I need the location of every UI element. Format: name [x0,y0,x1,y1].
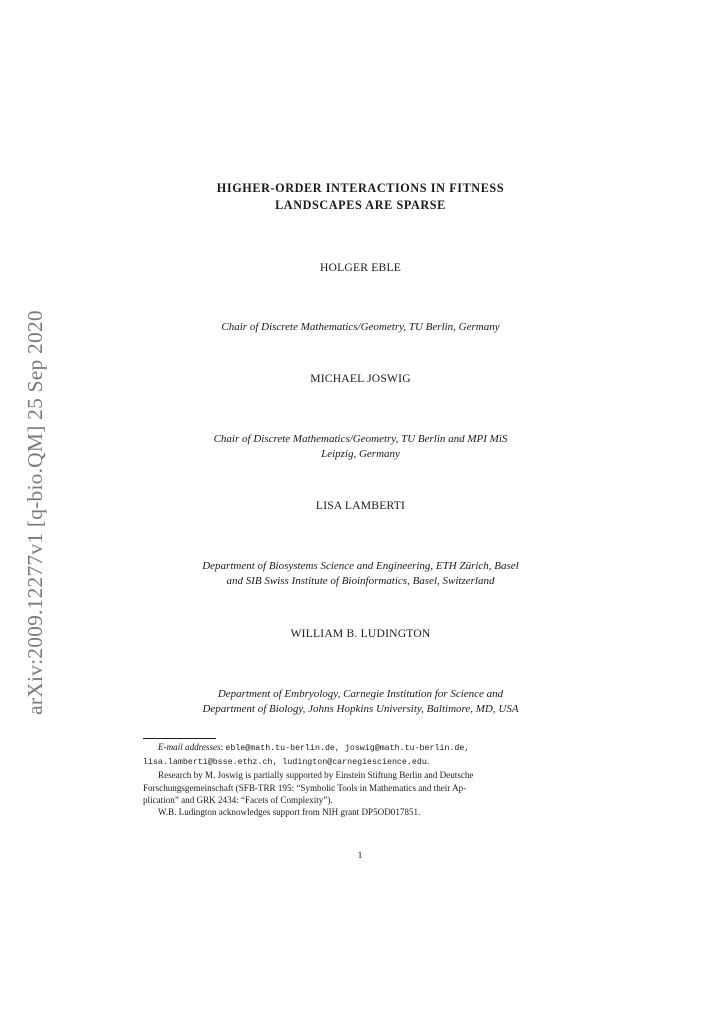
author-affiliation-2 [140,432,581,462]
affiliation-line: Department of Biosystems Science and Engineering, ETH Zürich, Basel [202,560,519,572]
author-affiliation-1 [140,320,581,335]
arxiv-identifier: arXiv:2009.12277v1 [q-bio.QM] 25 Sep 2020 [22,309,47,715]
email-footnote-line-1 [143,741,583,755]
email-label: E-mail addresses [158,742,221,752]
affiliation-line: Chair of Discrete Mathematics/Geometry, TU Berlin and MPI MiS [213,433,508,445]
email-addresses-1: eble@math.tu-berlin.de, joswig@math.tu-berlin.de, [225,744,470,753]
affiliation-line: and SIB Swiss Institute of Bioinformatics, Basel, Switzerland [226,575,495,587]
research-footnote-line-1: Research by M. Joswig is partially supported by Einstein Stiftung Berlin and Deutsche [158,770,474,781]
email-end: . [426,756,430,767]
paper-title [140,180,581,214]
email-footnote-line-2 [143,755,583,769]
email-addresses-2: lisa.lamberti@bsse.ethz.ch, ludington@carnegiescience.edu [143,758,427,768]
author-name-1: HOLGER EBLE [319,261,402,274]
footnote-rule [143,738,216,739]
research-footnote-line-2: Forschungsgemeinschaft (SFB-TRR 195: “Symbolic Tools in Mathematics and their Ap- [143,782,467,793]
author-affiliation-3 [140,559,581,589]
author-name-4: WILLIAM B. LUDINGTON [290,627,431,640]
affiliation-line: Chair of Discrete Mathematics/Geometry, TU Berlin, Germany [221,321,500,333]
author-name-2: MICHAEL JOSWIG [310,372,411,385]
support-footnote-line: W.B. Ludington acknowledges support from NIH grant DP5OD017851. [158,807,421,818]
email-separator: : [220,742,226,752]
author-name-3: LISA LAMBERTI [315,499,406,512]
affiliation-line: Department of Embryology, Carnegie Institution for Science and [217,688,504,700]
arxiv-side-stamp [20,296,50,728]
page-number: 1 [357,851,363,861]
affiliation-line: Leipzig, Germany [321,448,400,460]
affiliation-line: Department of Biology, Johns Hopkins University, Baltimore, MD, USA [202,703,519,715]
author-affiliation-4 [140,687,581,717]
title-line-1: HIGHER-ORDER INTERACTIONS IN FITNESS [216,181,505,195]
title-line-2: LANDSCAPES ARE SPARSE [275,198,446,212]
research-footnote-line-3: plication” and GRK 2434: “Facets of Complexity”). [143,794,333,805]
footnotes [143,741,583,818]
